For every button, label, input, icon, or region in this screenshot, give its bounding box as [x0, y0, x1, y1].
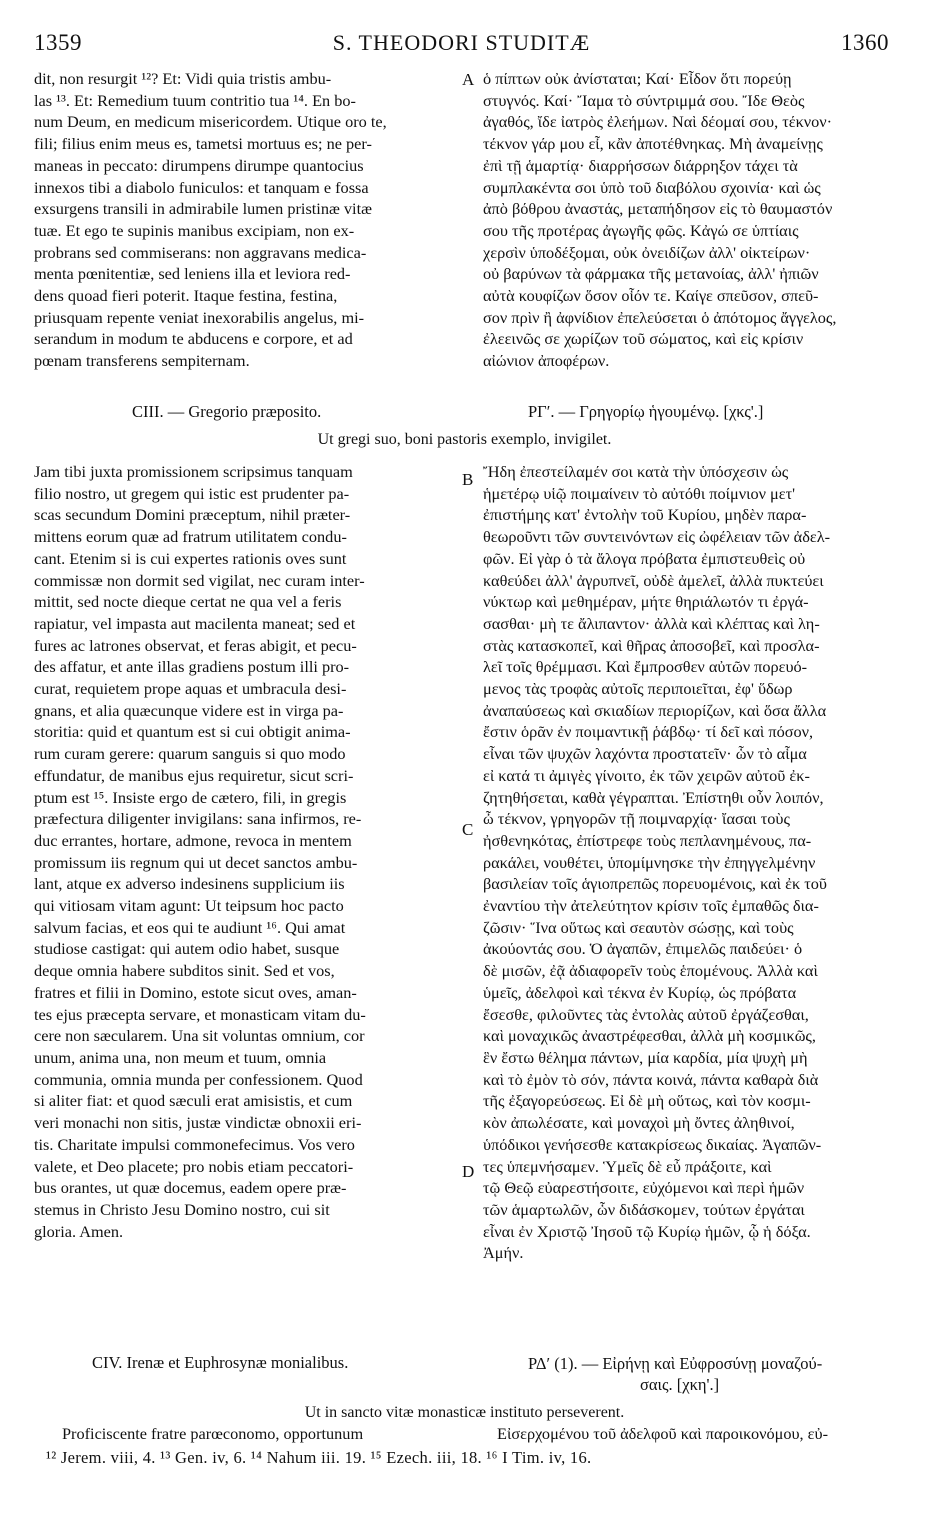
greek-text-line: δὲ μισῶν, ἐᾷ ἀδιαφορεῖν τοὺς ἑπομένους. Ἀλλὰ καὶ [483, 961, 818, 981]
latin-text-line: storitia: quid et quantum est si cui obtigit anima- [34, 722, 351, 742]
latin-text-line: valete, et Deo placete; pro nobis etiam peccatori- [34, 1156, 354, 1176]
greek-text-line: αἰώνιον ἀποφέρων. [483, 351, 610, 371]
latin-text-line: fratres et filii in Domino, estote sicut oves, aman- [34, 982, 357, 1002]
latin-text-line: promissum iis regnum qui ut decet sanctos ambu- [34, 852, 358, 872]
greek-text-line: στυγνός. Καί· Ἴαμα τὸ σύντριμμά σου. Ἴδε Θεὸς [483, 90, 805, 110]
latin-text-line: veri monachi non sitis, justæ vindictæ obnoxii eri- [34, 1113, 362, 1133]
letter-104-greek-heading [528, 1353, 822, 1395]
greek-text-line: εἰ κατά τι ἀμιγὲς γίνοιτο, ἐκ τῶν χειρῶν αὐτοῦ ἐκ- [483, 765, 810, 785]
greek-text-line: λεῖ τοῖς θρέμμασι. Καὶ ἔμπροσθεν αὐτῶν πορευό- [483, 657, 808, 677]
latin-column-top [34, 68, 458, 372]
greek-text-line: νύκτωρ καὶ μεθημέραν, μήτε θηριάλωτόν τι ἐργά- [483, 592, 809, 612]
latin-text-line: filio nostro, ut gregem qui istic est prudenter pa- [34, 483, 350, 503]
greek-text-line: ἡμετέρῳ υἱῷ ποιμαίνειν τὸ αὐτόθι ποίμνιον μετ' [483, 483, 796, 503]
latin-text-line: cant. Etenim si is cui expertes rationis oves sunt [34, 548, 347, 568]
latin-text-line: curat, requietem prope aquas et umbracula desi- [34, 679, 347, 699]
margin-marker-a: A [462, 70, 475, 89]
latin-text-line: fures ac latrones observat, et feras abigit, et pecu- [34, 635, 357, 655]
greek-text-line: ὁ πίπτων οὐκ ἀνίσταται; Καί· Εἶδον ὅτι πορεύῃ [483, 69, 792, 88]
latin-text-line: lant, atque ex adverso indesinens supplicium iis [34, 874, 345, 894]
latin-text-line: bus orantes, ut quæ docemus, eadem opere præ- [34, 1178, 347, 1198]
latin-text-line: maneas in peccato: dirumpens dirumpe quantocius [34, 155, 364, 175]
greek-text-line: Ἤδη ἐπεστείλαμέν σοι κατὰ τὴν ὑπόσχεσιν ὡς [483, 462, 789, 481]
greek-text-line: ἀπὸ βόθρου ἀναστάς, μεταπήδησον εἰς τὸ θαυμαστόν [483, 199, 833, 219]
latin-text-line: studiose castigat: qui autem odio habet, susque [34, 939, 340, 959]
latin-text-line: las ¹³. Et: Remedium tuum contritio tua ¹⁴. En bo- [34, 90, 356, 110]
letter-104-greek-heading-line2: σαις. [χκη'.] [640, 1375, 720, 1394]
page-header [34, 30, 889, 64]
latin-text-line: num Deum, en medicum misericordem. Utique oro te, [34, 112, 387, 132]
greek-text-line: ἠσθενηκότας, ἐπίστρεφε τοὺς πεπλανημένους, πα- [483, 830, 812, 850]
latin-text-line: tuæ. Et ego te supinis manibus excipiam, non ex- [34, 220, 355, 240]
latin-text-line: fili; filius enim meus es, tametsi mortuus es; ne per- [34, 134, 372, 154]
greek-text-line: τῷ Θεῷ εὐαρεστήσοιτε, εὐχόμενοι καὶ περὶ ἡμῶν [483, 1178, 805, 1198]
latin-text-line: innexos tibi a diabolo funiculos: et tanquam e fossa [34, 177, 369, 197]
greek-text-line: βασιλείαν τοῖς ἁγιοπρεπῶς πορευομένοις, καὶ ἐκ τοῦ [483, 874, 827, 894]
margin-marker-b: B [462, 470, 474, 489]
greek-text-line: αὐτὰ κουφίζων ὅσον οἷόν τε. Καίγε σπεῦσον, σπεῦ- [483, 286, 819, 306]
letter-104-latin-heading [92, 1353, 348, 1373]
greek-text-line: θεωροῦντι τῶν συντεινόντων εἰς ὠφέλειαν τῶν ἀδελ- [483, 527, 831, 547]
latin-text-line: effundatur, de manibus ejus requiretur, sicut scri- [34, 765, 354, 785]
latin-text-line: probrans sed commiserans: non aggravans medica- [34, 242, 367, 262]
latin-text-line: exsurgens transili in admirabile lumen pristinæ vitæ [34, 199, 372, 219]
greek-text-line: σον πρὶν ἢ ἀφνίδιον ἐπελεύσεται ὁ ἀπότομος ἄγγελος, [483, 307, 837, 327]
letter-104-latin-opening: Proficiscente fratre parœconomo, opportunum [62, 1424, 364, 1443]
latin-text-line: rum curam gerere: quarum sanguis si quo modo [34, 744, 346, 764]
latin-text-line: communia, omnia munda per confessionem. Quod [34, 1069, 363, 1089]
greek-text-line: ἀγαθός, ἴδε ἰατρὸς ἐλεήμων. Ναὶ δέομαί σου, τέκνον· [483, 112, 833, 132]
greek-text-line: ἓν ἔστω θέλημα πάντων, μία καρδία, μία ψυχὴ μὴ [483, 1047, 808, 1067]
letter-104-greek-opening: Εἰσερχομένου τοῦ ἀδελφοῦ καὶ παροικονόμου, εὐ- [497, 1424, 829, 1443]
greek-text-line: ἀκούοντάς σου. Ὁ ἀγαπῶν, ἐπιμελῶς παιδεύει· ὁ [483, 939, 803, 959]
latin-text-line: pœnam transferens sempiternam. [34, 351, 250, 371]
latin-text-line: des affatur, et ante illas gradiens postum illi pro- [34, 657, 350, 677]
greek-text-line: ἔσεσθε, φιλοῦντες τὰς ἐντολὰς αὐτοῦ ἐργάζεσθαι, [483, 1004, 809, 1024]
latin-text-line: ptum est ¹⁵. Insiste ergo de cætero, fili, in gregis [34, 787, 347, 807]
letter-103-summary: Ut gregi suo, boni pastoris exemplo, invigilet. [317, 431, 612, 448]
letter-103-greek-heading: ΡΓʹ. — Γρηγορίῳ ἡγουμένῳ. [χκς'.] [528, 402, 764, 421]
greek-text-line: κὸν ἀπωλέσατε, καὶ μοναχοὶ μὴ ὄντες ἀληθινοί, [483, 1113, 795, 1133]
greek-column-top [483, 68, 893, 372]
latin-text-line: qui vitiosam vitam agunt: Ut teipsum hoc pacto [34, 896, 344, 916]
page-number-right: 1360 [840, 30, 889, 55]
greek-text-line: καὶ μοναχικῶς ἀναστρέφεσθαι, ἀλλὰ μὴ κοσμικῶς, [483, 1026, 816, 1046]
greek-column-body [483, 461, 893, 1264]
greek-text-line: ἐπιστήμης κατ' ἐντολὴν τοῦ Κυρίου, μηδὲν παρα- [483, 505, 807, 525]
latin-text-line: stemus in Christo Jesu Domino nostro, cui sit [34, 1199, 330, 1219]
latin-text-line: dens quoad fieri poterit. Itaque festina, festina, [34, 286, 338, 306]
greek-text-line: ὑμεῖς, ἀδελφοὶ καὶ τέκνα ἐν Κυρίῳ, ὡς πρόβατα [483, 982, 797, 1002]
greek-text-line: ζητηθήσεται, καθὰ γέγραπται. Ἐπίστηθι οὖν λοιπόν, [483, 787, 824, 807]
latin-text-line: mittit, sed nocte dieque certat ne qua vel a feris [34, 592, 342, 612]
letter-104-summary: Ut in sancto vitæ monasticæ instituto perseverent. [304, 1404, 625, 1421]
running-title: S. THEODORI STUDITÆ [332, 30, 591, 55]
latin-text-line: præfectura diligenter invigilans: sana infirmos, re- [34, 809, 362, 829]
greek-text-line: οὐ βαρύνων τὰ φάρμακα τῆς μετανοίας, ἀλλ' ἠπιῶν [483, 264, 819, 284]
latin-text-line: mittens eorum quæ ad fratrum utilitatem condu- [34, 527, 347, 547]
latin-text-line: gnans, et alia quæcunque videre est in virga pa- [34, 700, 344, 720]
latin-column-body [34, 461, 458, 1242]
latin-text-line: tis. Charitate impulsi commonefecimus. Vos vero [34, 1134, 355, 1154]
greek-text-line: σου τῆς προτέρας ἀγωγῆς φῶς. Κἀγώ σε ὑπτίαις [483, 220, 799, 240]
greek-text-line: ὑπόδικοι γενήσεσθε κατακρίσεως δικαίας. Ἀγαπῶν- [483, 1134, 822, 1154]
latin-text-line: cere non sæcularem. Una sit voluntas omnium, cor [34, 1026, 365, 1046]
greek-text-line: ὦ τέκνον, γρηγορῶν τῇ ποιμναρχίᾳ· ἴασαι τοὺς [483, 809, 790, 829]
greek-text-line: Ἀμήν. [483, 1243, 524, 1263]
greek-text-line: σασθαι· μὴ τε ἄλιπαντον· ἀλλὰ καὶ κλέπτας καὶ λη- [483, 613, 820, 633]
latin-text-line: Jam tibi juxta promissionem scripsimus tanquam [34, 462, 353, 481]
latin-text-line: duc errantes, hortare, admone, revoca in mentem [34, 830, 352, 850]
greek-text-line: ρακάλει, νουθέτει, ὑπομίμνησκε τὴν ἐπηγγελμένην [483, 852, 816, 872]
margin-marker-d: D [462, 1162, 475, 1181]
greek-text-line: τῆς ἐξαγορεύσεως. Εἰ δὲ μὴ οὕτως, καὶ τὸν κοσμι- [483, 1091, 811, 1111]
latin-text-line: priusquam repente veniat inexorabilis angelus, mi- [34, 307, 365, 327]
latin-text-line: gloria. Amen. [34, 1221, 124, 1241]
greek-text-line: ἐλεεινῶς σε χωρίζων τοῦ σώματος, καὶ εἰς κρίσιν [483, 329, 804, 349]
greek-text-line: συμπλακέντα σοι ὑπὸ τοῦ διαβόλου σχοινία· καὶ ὡς [483, 177, 821, 197]
greek-text-line: μενος τὰς τροφὰς αὐτοῖς περιποιεῖται, ἐφ' ὕδωρ [483, 679, 793, 699]
latin-text-line: scas secundum Domini præceptum, nihil præter- [34, 505, 351, 525]
greek-text-line: φῶν. Εἰ γὰρ ὁ τὰ ἄλογα πρόβατα ἐμπιστευθεὶς οὐ [483, 548, 806, 568]
letter-103-latin-heading: CIII. — Gregorio præposito. [132, 402, 322, 421]
latin-text-line: rapiatur, vel impasta aut macilenta maneat; sed et [34, 613, 356, 633]
greek-text-line: ἀναπαύσεως καὶ σκιαδίων περιορίζων, καὶ ὅσα ἄλλα [483, 700, 827, 720]
greek-text-line: εἶναι ἐν Χριστῷ Ἰησοῦ τῷ Κυρίῳ ἡμῶν, ᾧ ἡ δόξα. [483, 1221, 811, 1241]
greek-text-line: ζῶσιν· Ἵνα οὕτως καὶ σεαυτὸν σώσῃς, καὶ τοὺς [483, 917, 794, 937]
greek-text-line: τῶν ἁμαρτωλῶν, ὧν διδάσκομεν, τούτων ἐργάται [483, 1199, 805, 1219]
greek-text-line: καθεύδει ἀλλ' ἀγρυπνεῖ, οὐδὲ ἀμελεῖ, ἀλλὰ πυκτεύει [483, 570, 824, 590]
latin-text-line: menta pœnitentiæ, sed leniens illa et leviora red- [34, 264, 351, 284]
latin-text-line: deque omnia habere subditos sinit. Sed et vos, [34, 961, 335, 981]
letter-104-greek-heading-line1: ΡΔʹ (1). — Εἰρήνῃ καὶ Εὐφροσύνῃ μοναζού- [528, 1354, 823, 1373]
latin-text-line: si aliter fiat: et quod sæculi erat amisistis, et cum [34, 1091, 353, 1111]
page-number-left: 1359 [34, 30, 82, 55]
greek-text-line: ἐναντίου τὴν ἀτελεύτητον κρίσιν τοῖς ἐμπαθῶς δια- [483, 896, 819, 916]
greek-text-line: τέκνον γάρ μου εἶ, κἂν ἀποτέθνηκας. Μὴ ἀναμείνῃς [483, 134, 823, 154]
margin-marker-c: C [462, 820, 474, 839]
greek-text-line: ἔστιν ὁρᾶν ἐν ποιμαντικῇ ῥάβδῳ· τί δεῖ καὶ πόσον, [483, 722, 814, 742]
greek-text-line: τες ὑπεμνήσαμεν. Ὑμεῖς δὲ εὖ πράξοιτε, καὶ [483, 1156, 772, 1176]
footnotes: ¹² Jerem. viii, 4. ¹³ Gen. iv, 6. ¹⁴ Nahum iii. 19. ¹⁵ Ezech. iii, 18. ¹⁶ I Tim. iv, 16. [46, 1448, 592, 1467]
latin-text-line: dit, non resurgit ¹²? Et: Vidi quia tristis ambu- [34, 69, 332, 88]
latin-text-line: unum, anima una, non meum et tuum, omnia [34, 1047, 327, 1067]
latin-text-line: commissæ non dormit sed vigilat, nec curam inter- [34, 570, 365, 590]
latin-text-line: salvum facias, et eos qui te audiunt ¹⁶. Qui amat [34, 917, 346, 937]
greek-text-line: χερσὶν ὑποδέξομαι, οὐκ ὀνειδίζων ἀλλ' οἰκτείρων· [483, 242, 811, 262]
latin-text-line: tes ejus præcepta servare, et monasticam vitam du- [34, 1004, 366, 1024]
greek-text-line: καὶ τὸ ἐμὸν τὸ σόν, πάντα κοινά, πάντα καθαρὰ διὰ [483, 1069, 819, 1089]
greek-text-line: ἐπὶ τῇ ἁμαρτίᾳ· διαρρήσσων διάρρηξον τάχει τὰ [483, 155, 798, 175]
latin-text-line: serandum in modum te abducens e corpore, et ad [34, 329, 353, 349]
greek-text-line: εἶναι τῶν ψυχῶν λαχόντα προστατεῖν· ὧν τὸ αἷμα [483, 744, 807, 764]
greek-text-line: στὰς κατασκοπεῖ, καὶ θῆρας ἀποσοβεῖ, καὶ προσλα- [483, 635, 820, 655]
letter-104-latin-heading-text: CIV. Irenæ et Euphrosynæ monialibus. [92, 1353, 349, 1372]
